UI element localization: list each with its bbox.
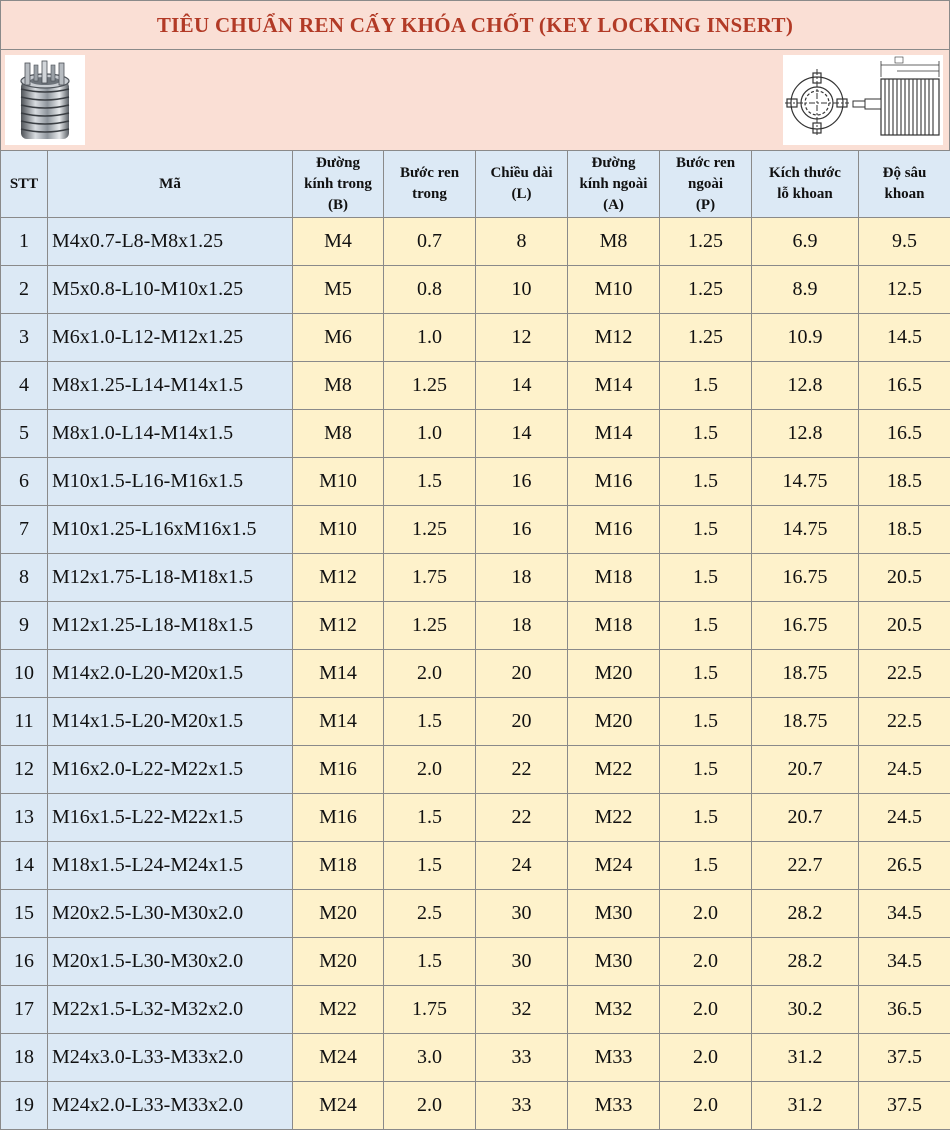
cell-outer-pitch: 1.5 <box>660 602 752 650</box>
cell-outer-pitch: 1.5 <box>660 842 752 890</box>
cell-outer-diameter: M14 <box>568 362 660 410</box>
cell-code: M14x1.5-L20-M20x1.5 <box>48 698 293 746</box>
cell-inner-pitch: 1.5 <box>384 458 476 506</box>
cell-outer-diameter: M22 <box>568 794 660 842</box>
cell-outer-diameter: M8 <box>568 218 660 266</box>
cell-drill-size: 18.75 <box>752 650 859 698</box>
cell-code: M20x2.5-L30-M30x2.0 <box>48 890 293 938</box>
cell-inner-diameter: M10 <box>293 506 384 554</box>
header-outer-pitch: Bước ren ngoài (P) <box>660 151 752 218</box>
cell-stt: 8 <box>1 554 48 602</box>
cell-stt: 9 <box>1 602 48 650</box>
table-row <box>1 218 950 266</box>
cell-outer-diameter: M20 <box>568 650 660 698</box>
cell-drill-depth: 24.5 <box>859 746 950 794</box>
cell-stt: 3 <box>1 314 48 362</box>
table-row <box>1 842 950 890</box>
cell-drill-size: 18.75 <box>752 698 859 746</box>
cell-drill-depth: 18.5 <box>859 506 950 554</box>
cell-outer-pitch: 1.5 <box>660 746 752 794</box>
cell-inner-pitch: 1.25 <box>384 602 476 650</box>
cell-code: M6x1.0-L12-M12x1.25 <box>48 314 293 362</box>
cell-drill-depth: 18.5 <box>859 458 950 506</box>
cell-drill-size: 20.7 <box>752 746 859 794</box>
cell-drill-depth: 26.5 <box>859 842 950 890</box>
cell-outer-pitch: 1.25 <box>660 314 752 362</box>
cell-inner-pitch: 0.8 <box>384 266 476 314</box>
cell-outer-pitch: 1.5 <box>660 506 752 554</box>
cell-drill-size: 16.75 <box>752 602 859 650</box>
cell-drill-size: 20.7 <box>752 794 859 842</box>
cell-drill-depth: 24.5 <box>859 794 950 842</box>
cell-length: 16 <box>476 458 568 506</box>
cell-drill-size: 28.2 <box>752 938 859 986</box>
cell-inner-pitch: 1.25 <box>384 362 476 410</box>
cell-drill-size: 14.75 <box>752 506 859 554</box>
cell-length: 33 <box>476 1082 568 1130</box>
cell-outer-diameter: M20 <box>568 698 660 746</box>
header-outer-diameter: Đường kính ngoài (A) <box>568 151 660 218</box>
cell-outer-diameter: M16 <box>568 458 660 506</box>
cell-outer-pitch: 2.0 <box>660 890 752 938</box>
cell-outer-pitch: 1.5 <box>660 698 752 746</box>
cell-length: 10 <box>476 266 568 314</box>
table-row <box>1 938 950 986</box>
cell-drill-size: 14.75 <box>752 458 859 506</box>
cell-drill-size: 31.2 <box>752 1082 859 1130</box>
table-row <box>1 314 950 362</box>
cell-outer-diameter: M32 <box>568 986 660 1034</box>
cell-length: 8 <box>476 218 568 266</box>
table-row <box>1 746 950 794</box>
cell-code: M5x0.8-L10-M10x1.25 <box>48 266 293 314</box>
cell-drill-depth: 34.5 <box>859 890 950 938</box>
cell-drill-depth: 22.5 <box>859 698 950 746</box>
cell-inner-diameter: M12 <box>293 554 384 602</box>
cell-stt: 17 <box>1 986 48 1034</box>
cell-stt: 10 <box>1 650 48 698</box>
cell-inner-pitch: 1.5 <box>384 938 476 986</box>
header-drill-depth: Độ sâu khoan <box>859 151 950 218</box>
cell-outer-pitch: 1.5 <box>660 362 752 410</box>
header-inner-diameter: Đường kính trong (B) <box>293 151 384 218</box>
cell-stt: 13 <box>1 794 48 842</box>
cell-drill-depth: 36.5 <box>859 986 950 1034</box>
cell-inner-pitch: 0.7 <box>384 218 476 266</box>
cell-code: M14x2.0-L20-M20x1.5 <box>48 650 293 698</box>
cell-inner-diameter: M14 <box>293 650 384 698</box>
header-row <box>1 151 950 218</box>
cell-length: 14 <box>476 410 568 458</box>
cell-stt: 16 <box>1 938 48 986</box>
cell-stt: 11 <box>1 698 48 746</box>
cell-inner-pitch: 2.0 <box>384 746 476 794</box>
cell-inner-pitch: 1.0 <box>384 410 476 458</box>
cell-length: 18 <box>476 602 568 650</box>
cell-inner-diameter: M14 <box>293 698 384 746</box>
cell-code: M22x1.5-L32-M32x2.0 <box>48 986 293 1034</box>
cell-length: 20 <box>476 650 568 698</box>
cell-stt: 14 <box>1 842 48 890</box>
cell-drill-depth: 37.5 <box>859 1082 950 1130</box>
table-row <box>1 794 950 842</box>
cell-stt: 2 <box>1 266 48 314</box>
cell-inner-diameter: M12 <box>293 602 384 650</box>
cell-drill-depth: 22.5 <box>859 650 950 698</box>
cell-inner-pitch: 1.75 <box>384 554 476 602</box>
cell-inner-diameter: M10 <box>293 458 384 506</box>
cell-drill-depth: 14.5 <box>859 314 950 362</box>
cell-outer-diameter: M30 <box>568 938 660 986</box>
cell-drill-size: 16.75 <box>752 554 859 602</box>
cell-inner-diameter: M22 <box>293 986 384 1034</box>
table-row <box>1 986 950 1034</box>
cell-inner-pitch: 1.5 <box>384 698 476 746</box>
cell-outer-pitch: 1.5 <box>660 458 752 506</box>
table-row <box>1 554 950 602</box>
header-length: Chiều dài (L) <box>476 151 568 218</box>
cell-drill-size: 12.8 <box>752 362 859 410</box>
cell-length: 20 <box>476 698 568 746</box>
cell-length: 30 <box>476 890 568 938</box>
cell-drill-depth: 16.5 <box>859 362 950 410</box>
table-row <box>1 266 950 314</box>
cell-outer-pitch: 1.5 <box>660 650 752 698</box>
cell-code: M20x1.5-L30-M30x2.0 <box>48 938 293 986</box>
cell-outer-pitch: 2.0 <box>660 1082 752 1130</box>
cell-inner-pitch: 2.0 <box>384 1082 476 1130</box>
cell-stt: 1 <box>1 218 48 266</box>
table-row <box>1 650 950 698</box>
cell-outer-pitch: 1.5 <box>660 554 752 602</box>
cell-drill-size: 28.2 <box>752 890 859 938</box>
cell-inner-diameter: M20 <box>293 938 384 986</box>
cell-inner-diameter: M16 <box>293 794 384 842</box>
cell-inner-diameter: M5 <box>293 266 384 314</box>
cell-drill-size: 31.2 <box>752 1034 859 1082</box>
cell-outer-pitch: 2.0 <box>660 938 752 986</box>
table-row <box>1 410 950 458</box>
cell-inner-diameter: M24 <box>293 1082 384 1130</box>
cell-code: M4x0.7-L8-M8x1.25 <box>48 218 293 266</box>
header-code: Mã <box>48 151 293 218</box>
cell-stt: 7 <box>1 506 48 554</box>
cell-code: M16x1.5-L22-M22x1.5 <box>48 794 293 842</box>
cell-outer-diameter: M30 <box>568 890 660 938</box>
table-row <box>1 362 950 410</box>
cell-length: 24 <box>476 842 568 890</box>
table-row <box>1 458 950 506</box>
cell-drill-size: 12.8 <box>752 410 859 458</box>
cell-outer-diameter: M18 <box>568 554 660 602</box>
cell-length: 32 <box>476 986 568 1034</box>
cell-code: M18x1.5-L24-M24x1.5 <box>48 842 293 890</box>
insert-technical-drawing-icon <box>783 55 943 145</box>
cell-drill-size: 22.7 <box>752 842 859 890</box>
cell-drill-depth: 12.5 <box>859 266 950 314</box>
cell-drill-size: 6.9 <box>752 218 859 266</box>
cell-code: M8x1.0-L14-M14x1.5 <box>48 410 293 458</box>
cell-length: 16 <box>476 506 568 554</box>
cell-drill-depth: 20.5 <box>859 602 950 650</box>
cell-stt: 18 <box>1 1034 48 1082</box>
cell-outer-diameter: M16 <box>568 506 660 554</box>
cell-outer-diameter: M22 <box>568 746 660 794</box>
image-banner <box>0 50 950 150</box>
cell-drill-depth: 20.5 <box>859 554 950 602</box>
cell-length: 30 <box>476 938 568 986</box>
cell-stt: 15 <box>1 890 48 938</box>
cell-outer-diameter: M12 <box>568 314 660 362</box>
cell-inner-diameter: M8 <box>293 362 384 410</box>
cell-code: M12x1.25-L18-M18x1.5 <box>48 602 293 650</box>
sheet-title: TIÊU CHUẨN REN CẤY KHÓA CHỐT (KEY LOCKING INSERT) <box>0 0 950 50</box>
cell-outer-pitch: 1.5 <box>660 410 752 458</box>
cell-code: M8x1.25-L14-M14x1.5 <box>48 362 293 410</box>
table-row <box>1 602 950 650</box>
cell-inner-pitch: 1.75 <box>384 986 476 1034</box>
table-body <box>1 218 950 1130</box>
cell-drill-size: 30.2 <box>752 986 859 1034</box>
cell-outer-diameter: M18 <box>568 602 660 650</box>
cell-length: 22 <box>476 794 568 842</box>
cell-stt: 5 <box>1 410 48 458</box>
cell-outer-pitch: 1.25 <box>660 266 752 314</box>
cell-inner-diameter: M16 <box>293 746 384 794</box>
cell-inner-diameter: M18 <box>293 842 384 890</box>
threaded-insert-photo-icon <box>5 55 85 145</box>
cell-drill-depth: 34.5 <box>859 938 950 986</box>
table-row <box>1 1034 950 1082</box>
cell-code: M10x1.25-L16xM16x1.5 <box>48 506 293 554</box>
cell-length: 18 <box>476 554 568 602</box>
cell-inner-pitch: 1.0 <box>384 314 476 362</box>
cell-outer-diameter: M33 <box>568 1082 660 1130</box>
header-drill-size: Kích thước lỗ khoan <box>752 151 859 218</box>
cell-stt: 12 <box>1 746 48 794</box>
cell-length: 33 <box>476 1034 568 1082</box>
cell-length: 12 <box>476 314 568 362</box>
cell-code: M24x3.0-L33-M33x2.0 <box>48 1034 293 1082</box>
cell-outer-pitch: 2.0 <box>660 1034 752 1082</box>
header-stt: STT <box>1 151 48 218</box>
cell-outer-diameter: M10 <box>568 266 660 314</box>
cell-outer-pitch: 1.5 <box>660 794 752 842</box>
cell-code: M10x1.5-L16-M16x1.5 <box>48 458 293 506</box>
cell-inner-diameter: M4 <box>293 218 384 266</box>
cell-code: M12x1.75-L18-M18x1.5 <box>48 554 293 602</box>
cell-drill-depth: 37.5 <box>859 1034 950 1082</box>
cell-inner-diameter: M8 <box>293 410 384 458</box>
cell-outer-pitch: 2.0 <box>660 986 752 1034</box>
cell-stt: 19 <box>1 1082 48 1130</box>
cell-stt: 4 <box>1 362 48 410</box>
cell-stt: 6 <box>1 458 48 506</box>
cell-drill-depth: 16.5 <box>859 410 950 458</box>
cell-drill-size: 8.9 <box>752 266 859 314</box>
cell-length: 22 <box>476 746 568 794</box>
cell-inner-pitch: 2.5 <box>384 890 476 938</box>
cell-inner-pitch: 1.5 <box>384 794 476 842</box>
cell-outer-diameter: M33 <box>568 1034 660 1082</box>
cell-outer-diameter: M24 <box>568 842 660 890</box>
table-row <box>1 698 950 746</box>
cell-inner-pitch: 2.0 <box>384 650 476 698</box>
cell-inner-diameter: M20 <box>293 890 384 938</box>
cell-inner-pitch: 3.0 <box>384 1034 476 1082</box>
cell-inner-diameter: M24 <box>293 1034 384 1082</box>
spec-table <box>0 150 950 1130</box>
cell-length: 14 <box>476 362 568 410</box>
cell-inner-pitch: 1.5 <box>384 842 476 890</box>
cell-inner-diameter: M6 <box>293 314 384 362</box>
table-row <box>1 1082 950 1130</box>
cell-drill-size: 10.9 <box>752 314 859 362</box>
table-row <box>1 890 950 938</box>
header-inner-pitch: Bước ren trong <box>384 151 476 218</box>
cell-code: M24x2.0-L33-M33x2.0 <box>48 1082 293 1130</box>
cell-inner-pitch: 1.25 <box>384 506 476 554</box>
cell-outer-diameter: M14 <box>568 410 660 458</box>
cell-outer-pitch: 1.25 <box>660 218 752 266</box>
cell-code: M16x2.0-L22-M22x1.5 <box>48 746 293 794</box>
cell-drill-depth: 9.5 <box>859 218 950 266</box>
table-row <box>1 506 950 554</box>
